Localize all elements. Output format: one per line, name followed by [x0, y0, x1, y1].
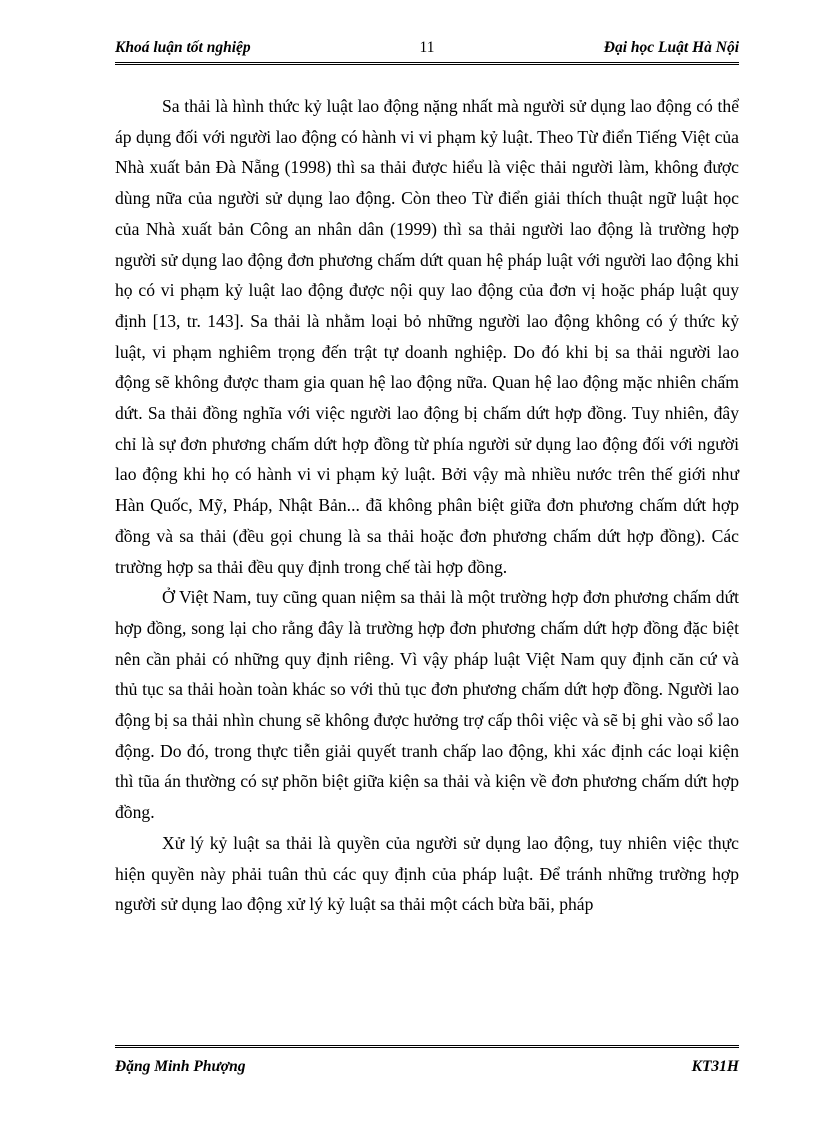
- header-university: Đại học Luật Hà Nội: [603, 39, 739, 56]
- paragraph: Sa thải là hình thức kỷ luật lao động nặng nhất mà người sử dụng lao động có thể áp dụng đối với người lao động có hành vi vi phạm kỷ luật. Theo Từ điển Tiếng Việt của Nhà xuất bản Đà Nẵng (1998) thì sa thải được hiểu là việc thải người làm, không được dùng nữa của người sử dụng lao động. Còn theo Từ điển giải thích thuật ngữ luật học của Nhà xuất bản Công an nhân dân (1999) thì sa thải người lao động là trường hợp người sử dụng lao động đơn phương chấm dứt quan hệ pháp luật với người lao động khi họ có vi phạm kỷ luật lao động được nội quy lao động của đơn vị hoặc pháp luật quy định [13, tr. 143]. Sa thải là nhằm loại bỏ những người lao động không có ý thức kỷ luật, vi phạm nghiêm trọng đến trật tự doanh nghiệp. Do đó khi bị sa thải người lao động sẽ không được tham gia quan hệ lao động nữa. Quan hệ lao động mặc nhiên chấm dứt. Sa thải đồng nghĩa với việc người lao động bị chấm dứt hợp đồng. Tuy nhiên, đây chỉ là sự đơn phương chấm dứt hợp đồng từ phía người sử dụng lao động đối với người lao động khi họ có hành vi vi phạm kỷ luật. Bởi vậy mà nhiều nước trên thế giới như Hàn Quốc, Mỹ, Pháp, Nhật Bản... đã không phân biệt giữa đơn phương chấm dứt hợp đồng và sa thải (đều gọi chung là sa thải hoặc đơn phương chấm dứt hợp đồng). Các trường hợp sa thải đều quy định trong chế tài hợp đồng.: [115, 96, 739, 577]
- page-number: 11: [419, 39, 435, 56]
- paragraph: Ở Việt Nam, tuy cũng quan niệm sa thải là một trường hợp đơn phương chấm dứt hợp đồng, song lại cho rằng đây là trường hợp đơn phương chấm dứt hợp đồng đặc biệt nên cần phải có những quy định riêng. Vì vậy pháp luật Việt Nam quy định căn cứ và thủ tục sa thải hoàn toàn khác so với thủ tục đơn phương chấm dứt hợp đồng. Người lao động bị sa thải nhìn chung sẽ không được hưởng trợ cấp thôi việc và sẽ bị ghi vào sổ lao động. Do đó, trong thực tiễn giải quyết tranh chấp lao động, khi xác định các loại kiện thì tũa án thường có sự phõn biệt giữa kiện sa thải và kiện về đơn phương chấm dứt hợp đồng.: [115, 587, 739, 823]
- paragraph: Xử lý kỷ luật sa thải là quyền của người sử dụng lao động, tuy nhiên việc thực hiện quyền này phải tuân thủ các quy định của pháp luật. Để tránh những trường hợp người sử dụng lao động xử lý kỷ luật sa thải một cách bừa bãi, pháp: [115, 832, 739, 915]
- header-thesis-label: Khoá luận tốt nghiệp: [115, 39, 251, 56]
- footer-class-code: KT31H: [691, 1058, 739, 1075]
- page-header: [115, 36, 739, 65]
- footer-author: Đặng Minh Phượng: [115, 1058, 246, 1075]
- page-footer: [115, 1045, 739, 1082]
- body-text: [115, 91, 739, 920]
